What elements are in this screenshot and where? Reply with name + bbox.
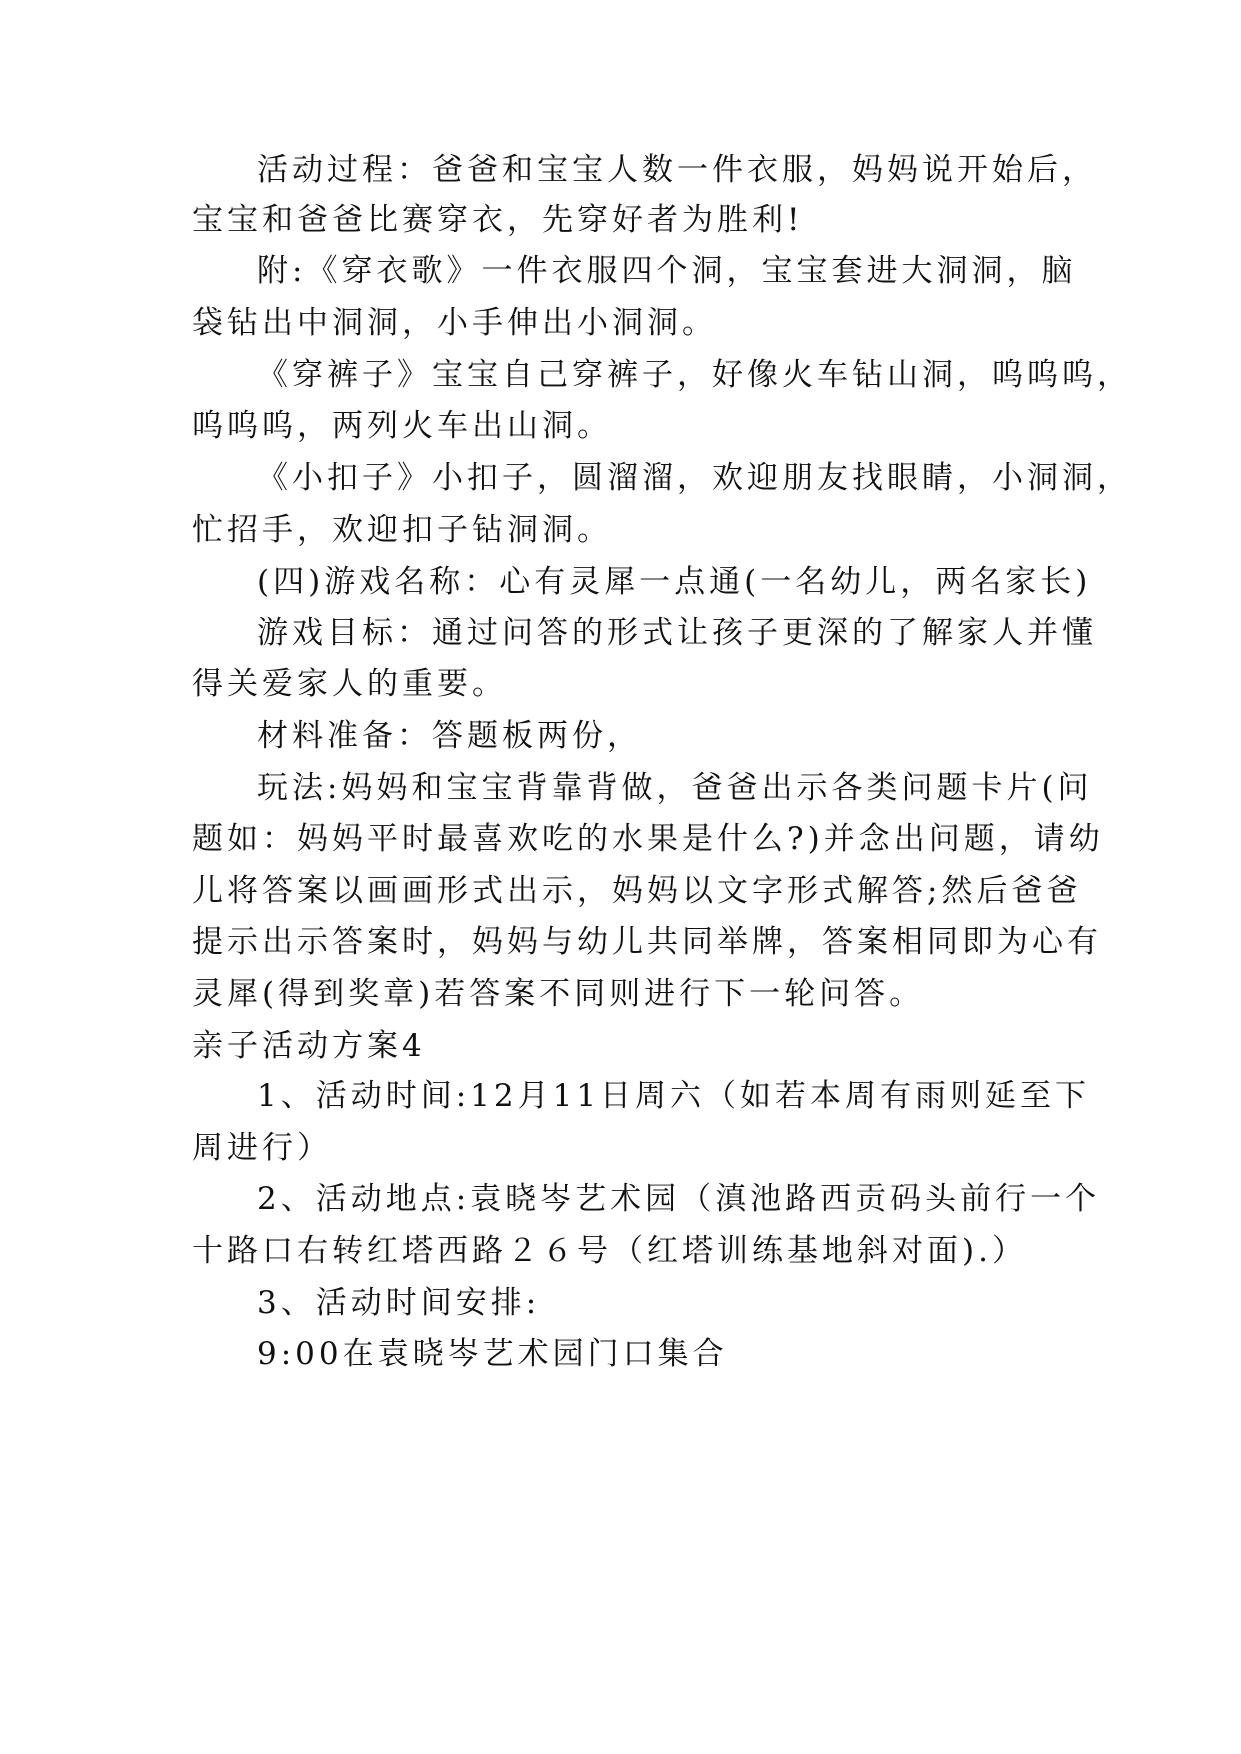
paragraph-line: 提示出示答案时，妈妈与幼儿共同举牌，答案相同即为心有 <box>192 924 1102 960</box>
paragraph-line: 活动过程：爸爸和宝宝人数一件衣服，妈妈说开始后， <box>257 152 1097 188</box>
paragraph-line: 题如：妈妈平时最喜欢吃的水果是什么?)并念出问题，请幼 <box>192 821 1104 857</box>
paragraph-line: 宝宝和爸爸比赛穿衣，先穿好者为胜利! <box>192 202 804 238</box>
section-title: 亲子活动方案4 <box>192 1028 426 1064</box>
paragraph-line: 袋钻出中洞洞，小手伸出小洞洞。 <box>192 305 717 341</box>
paragraph-line: 呜呜呜，两列火车出山洞。 <box>192 408 612 444</box>
section-heading: (四)游戏名称：心有灵犀一点通(一名幼儿，两名家长) <box>257 564 1092 600</box>
paragraph-line: 《穿裤子》宝宝自己穿裤子，好像火车钻山洞，呜呜呜， <box>257 357 1132 393</box>
paragraph-line: 玩法:妈妈和宝宝背靠背做，爸爸出示各类问题卡片(问 <box>257 770 1093 806</box>
paragraph-line: 3、活动时间安排: <box>257 1285 541 1321</box>
paragraph-line: 附:《穿衣歌》一件衣服四个洞，宝宝套进大洞洞，脑 <box>257 253 1077 289</box>
paragraph-line: 得关爱家人的重要。 <box>192 666 507 702</box>
paragraph-line: 2、活动地点:袁晓岑艺术园（滇池路西贡码头前行一个 <box>257 1181 1101 1217</box>
paragraph-line: 9:00在袁晓岑艺术园门口集合 <box>257 1336 728 1372</box>
paragraph-line: 1、活动时间:12月11日周六（如若本周有雨则延至下 <box>257 1078 1091 1114</box>
paragraph-line: 十路口右转红塔西路２６号（红塔训练基地斜对面).） <box>192 1233 1027 1269</box>
paragraph-line: 游戏目标：通过问答的形式让孩子更深的了解家人并懂 <box>257 615 1097 651</box>
paragraph-line: 《小扣子》小扣子，圆溜溜，欢迎朋友找眼睛，小洞洞， <box>257 460 1132 496</box>
paragraph-line: 儿将答案以画画形式出示，妈妈以文字形式解答;然后爸爸 <box>192 873 1082 909</box>
paragraph-line: 材料准备：答题板两份， <box>257 718 642 754</box>
paragraph-line: 灵犀(得到奖章)若答案不同则进行下一轮问答。 <box>192 976 925 1012</box>
paragraph-line: 周进行） <box>192 1130 332 1166</box>
paragraph-line: 忙招手，欢迎扣子钻洞洞。 <box>192 512 612 548</box>
